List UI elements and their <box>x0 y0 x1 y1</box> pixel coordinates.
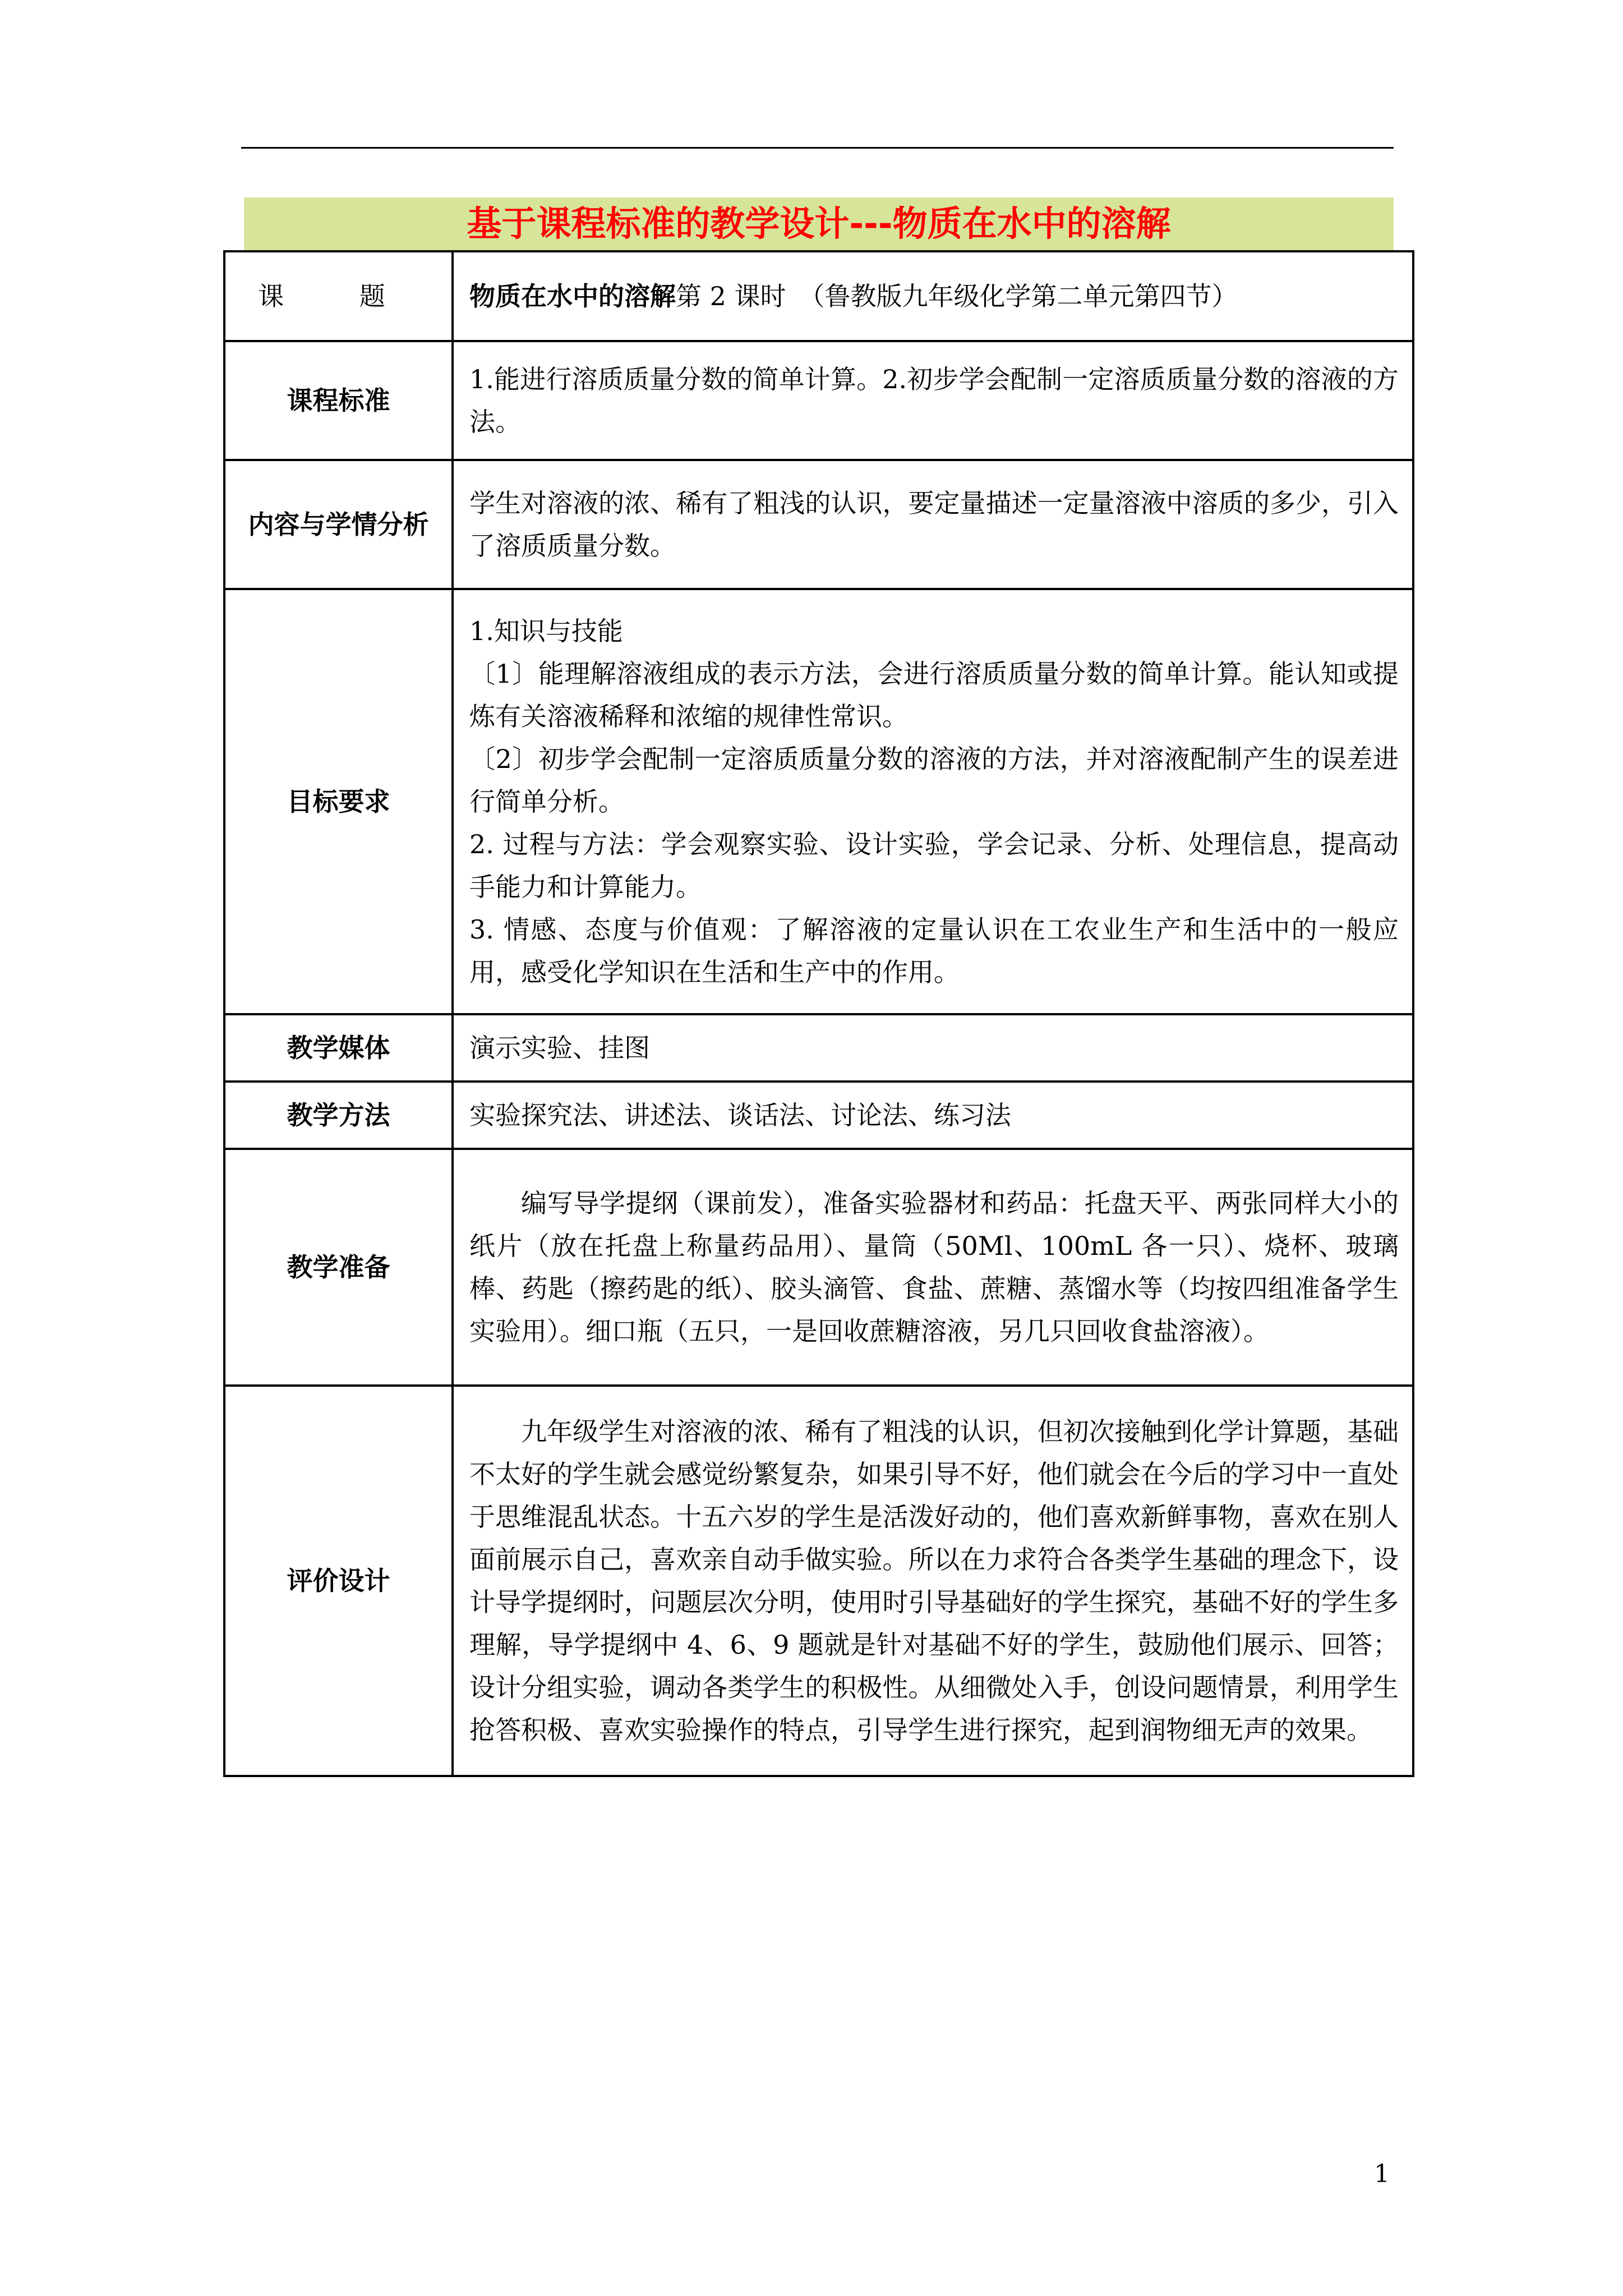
content-goals <box>453 589 1413 1014</box>
table-row-media <box>224 1014 1413 1082</box>
goal-line: 2. 过程与方法：学会观察实验、设计实验，学会记录、分析、处理信息，提高动手能力和计算能力。 <box>469 829 1399 902</box>
goal-line: 1.知识与技能 <box>469 616 623 646</box>
goal-line: 3. 情感、态度与价值观：了解溶液的定量认识在工农业生产和生活中的一般应用，感受化学知识在生活和生产中的作用。 <box>469 914 1399 987</box>
label-preparation: 教学准备 <box>224 1149 453 1386</box>
label-analysis: 内容与学情分析 <box>224 460 453 589</box>
label-goals: 目标要求 <box>224 589 453 1014</box>
content-preparation: 编写导学提纲（课前发），准备实验器材和药品：托盘天平、两张同样大小的纸片（放在托盘上称量药品用）、量筒（50Ml、100mL 各一只）、烧杯、玻璃棒、药匙（擦药匙的纸）、胶头滴管、食盐、蔗糖、蒸馏水等（均按四组准备学生实验用）。细口瓶（五只，一是回收蔗糖溶液，另几只回收食盐溶液）。 <box>453 1149 1413 1386</box>
label-standard: 课程标准 <box>224 341 453 460</box>
table-row-analysis <box>224 460 1413 589</box>
content-analysis: 学生对溶液的浓、稀有了粗浅的认识，要定量描述一定量溶液中溶质的多少，引入了溶质质量分数。 <box>453 460 1413 589</box>
table-row-methods <box>224 1082 1413 1149</box>
goal-line: 〔1〕能理解溶液组成的表示方法，会进行溶质质量分数的简单计算。能认知或提炼有关溶液稀释和浓缩的规律性常识。 <box>469 659 1399 731</box>
table-row-goals <box>224 589 1413 1014</box>
label-topic: 课 题 <box>224 251 453 341</box>
content-topic <box>453 251 1413 341</box>
table-row-evaluation <box>224 1386 1413 1776</box>
content-methods: 实验探究法、讲述法、谈话法、讨论法、练习法 <box>453 1082 1413 1149</box>
table-row-standard <box>224 341 1413 460</box>
goal-line: 〔2〕初步学会配制一定溶质质量分数的溶液的方法，并对溶液配制产生的误差进行简单分析。 <box>469 744 1399 817</box>
table-row-preparation <box>224 1149 1413 1386</box>
document-title: 基于课程标准的教学设计---物质在水中的溶解 <box>244 197 1394 250</box>
topic-detail: 第 2 课时 （鲁教版九年级化学第二单元第四节） <box>676 281 1238 311</box>
page-number: 1 <box>1374 2160 1390 2188</box>
content-standard: 1.能进行溶质质量分数的简单计算。2.初步学会配制一定溶质质量分数的溶液的方法。 <box>453 341 1413 460</box>
label-media: 教学媒体 <box>224 1014 453 1082</box>
topic-title: 物质在水中的溶解 <box>469 281 676 311</box>
header-rule <box>241 147 1394 149</box>
label-evaluation: 评价设计 <box>224 1386 453 1776</box>
content-media: 演示实验、挂图 <box>453 1014 1413 1082</box>
label-methods: 教学方法 <box>224 1082 453 1149</box>
lesson-plan-table <box>223 250 1414 1777</box>
table-row-topic <box>224 251 1413 341</box>
content-evaluation: 九年级学生对溶液的浓、稀有了粗浅的认识，但初次接触到化学计算题，基础不太好的学生就会感觉纷繁复杂，如果引导不好，他们就会在今后的学习中一直处于思维混乱状态。十五六岁的学生是活泼好动的，他们喜欢新鲜事物，喜欢在别人面前展示自己，喜欢亲自动手做实验。所以在力求符合各类学生基础的理念下，设计导学提纲时，问题层次分明，使用时引导基础好的学生探究，基础不好的学生多理解，导学提纲中 4、6、9 题就是针对基础不好的学生，鼓励他们展示、回答；设计分组实验，调动各类学生的积极性。从细微处入手，创设问题情景，利用学生抢答积极、喜欢实验操作的特点，引导学生进行探究，起到润物细无声的效果。 <box>453 1386 1413 1776</box>
